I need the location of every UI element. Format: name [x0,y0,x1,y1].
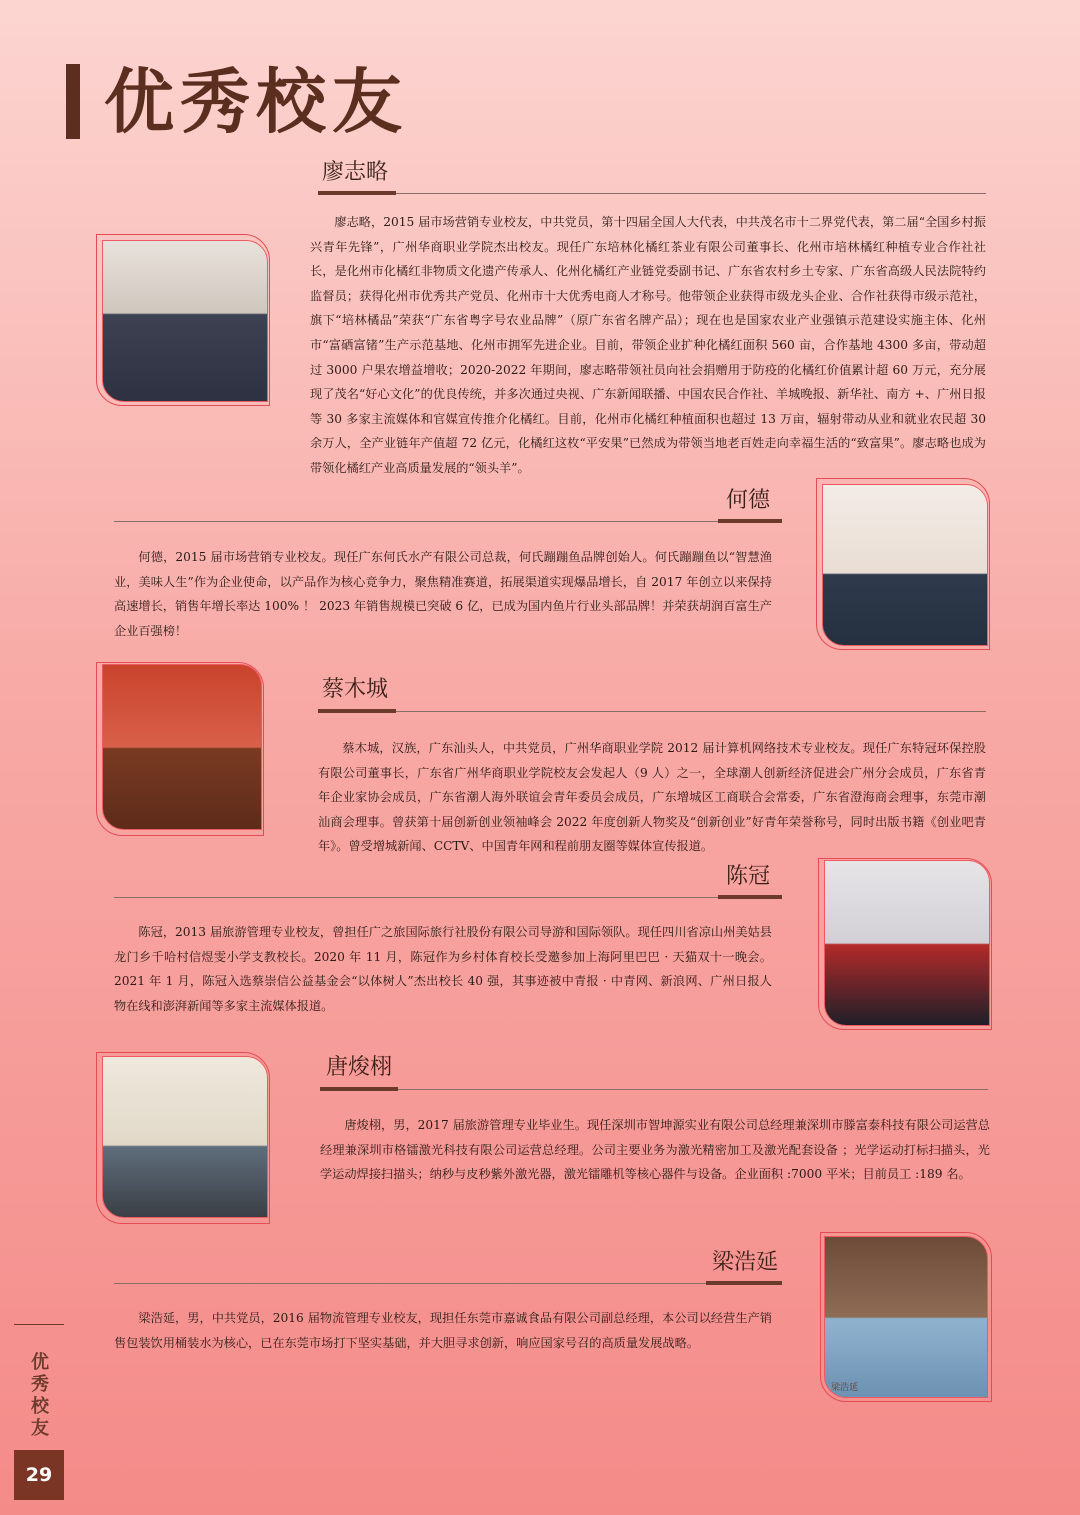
alumni-bio: 何德，2015 届市场营销专业校友。现任广东何氏水产有限公司总裁，何氏蹦蹦鱼品牌创始人。何氏蹦蹦鱼以“智慧渔业，美味人生”作为企业使命，以产品作为核心竞争力，聚焦精准赛道，拓展渠道实现爆品增长，自 2017 年创立以来保持高速增长，销售年增长率达 100% ！ 2023 年销售规模已突破 6 亿，已成为国内鱼片行业头部品牌！并荣获胡润百富生产企业百强榜！ [114,550,772,638]
alumni-name: 陈冠 [726,864,771,889]
name-underline [718,519,782,523]
alumni-name: 何德 [726,488,771,513]
alumni-photo-liaozhilue [102,240,268,402]
section-rule [396,711,986,712]
alumni-name: 蔡木城 [322,677,389,702]
page-number: 29 [14,1450,64,1500]
alumni-photo-chenguan [824,860,990,1026]
alumni-photo-caimucheng [102,664,262,830]
name-underline [318,191,396,195]
alumni-bio: 唐焌栩，男，2017 届旅游管理专业毕业生。现任深圳市智坤源实业有限公司总经理兼深圳市滕富泰科技有限公司运营总经理兼深圳市格镭激光科技有限公司运营总经理。公司主要业务为激光精密加工及激光配套设备 ；光学运动打标扫描头，光学运动焊接扫描头；纳秒与皮秒紫外激光器，激光镭雕机等核心器件与设备。企业面积 :7000 平米；目前员工 :189 名。 [320,1118,990,1182]
alumni-photo-hede [822,484,988,646]
section-rule [114,521,718,522]
page-title: 优秀校友 [104,61,408,143]
side-divider [14,1324,64,1325]
name-underline [706,1281,782,1285]
photo-name-card: 梁浩延 [831,1383,859,1393]
alumni-bio: 廖志略，2015 届市场营销专业校友，中共党员，第十四届全国人大代表，中共茂名市十二界党代表，第二届“全国乡村振兴青年先锋”，广州华商职业学院杰出校友。现任广东培林化橘红茶业有限公司董事长、化州市培林橘红种植专业合作社社长，是化州市化橘红非物质文化遗产传承人、化州化橘红产业链党委副书记、广东省农村乡土专家、广东省高级人民法院特约监督员；获得化州市优秀共产党员、化州市十大优秀电商人才称号。他带领企业获得市级龙头企业、合作社获得市级示范社，旗下“培林橘品”荣获“广东省粤字号农业品牌”（原广东省名牌产品）；现在也是国家农业产业强镇示范建设实施主体、化州市“富硒富锗”生产示范基地、化州市拥军先进企业。目前，带领企业扩种化橘红面积 560 亩，合作基地 4300 多亩，带动超过 3000 户果农增益增收；2020-2022 年期间，廖志略带领社员向社会捐赠用于防疫的化橘红价值累计超 60 万元，充分展现了茂名“好心文化”的优良传统，并多次通过央视、广东新闻联播、中国农民合作社、羊城晚报、新华社、南方 +、广州日报等 30 多家主流媒体和官媒宣传推介化橘红。目前，化州市化橘红种植面积也超过 13 万亩，辐射带动从业和就业农民超 30 余万人，全产业链年产值超 72 亿元，化橘红这枚“平安果”已然成为带领当地老百姓走向幸福生活的“致富果”。廖志略也成为带领化橘红产业高质量发展的“领头羊”。 [310,215,986,475]
alumni-photo-lianghaoyan [824,1236,988,1398]
name-underline [318,709,396,713]
section-side-label: 优秀校友 [31,1352,49,1439]
alumni-bio: 梁浩延，男，中共党员，2016 届物流管理专业校友，现担任东莞市嘉诚食品有限公司副总经理，本公司以经营生产销售包装饮用桶装水为核心，已在东莞市场打下坚实基础，并大胆寻求创新，响应国家号召的高质量发展战略。 [114,1311,772,1350]
alumni-name: 廖志略 [322,160,389,185]
name-underline [718,895,782,899]
section-rule [396,193,986,194]
title-accent-bar [66,64,80,139]
section-rule [114,1283,706,1284]
alumni-bio: 陈冠，2013 届旅游管理专业校友，曾担任广之旅国际旅行社股份有限公司导游和国际领队。现任四川省凉山州美姑县龙门乡千哈村信煜雯小学支教校长。2020 年 11 月，陈冠作为乡村体育校长受邀参加上海阿里巴巴 · 天猫双十一晚会。2021 年 1 月，陈冠入选蔡崇信公益基金会“以体树人”杰出校长 40 强，其事迹被中青报 · 中青网、新浪网、广州日报人物在线和澎湃新闻等多家主流媒体报道。 [114,925,772,1013]
name-underline [320,1087,398,1091]
section-rule [398,1089,988,1090]
section-rule [114,897,718,898]
alumni-name: 梁浩延 [712,1250,779,1275]
alumni-name: 唐焌栩 [326,1055,393,1080]
alumni-photo-tangjunxu [102,1056,268,1218]
alumni-bio: 蔡木城，汉族，广东汕头人，中共党员，广州华商职业学院 2012 届计算机网络技术专业校友。现任广东特冠环保控股有限公司董事长，广东省广州华商职业学院校友会发起人（9 人）之一，全球潮人创新经济促进会广州分会成员，广东省青年企业家协会成员，广东省潮人海外联谊会青年委员会成员，广东增城区工商联合会常委，广东省澄海商会理事，东莞市潮汕商会理事。曾获第十届创新创业领袖峰会 2022 年度创新人物奖及“创新创业”好青年荣誉称号，同时出版书籍《创业吧青年》。曾受增城新闻、CCTV、中国青年网和程前朋友圈等媒体宣传报道。 [318,741,986,854]
